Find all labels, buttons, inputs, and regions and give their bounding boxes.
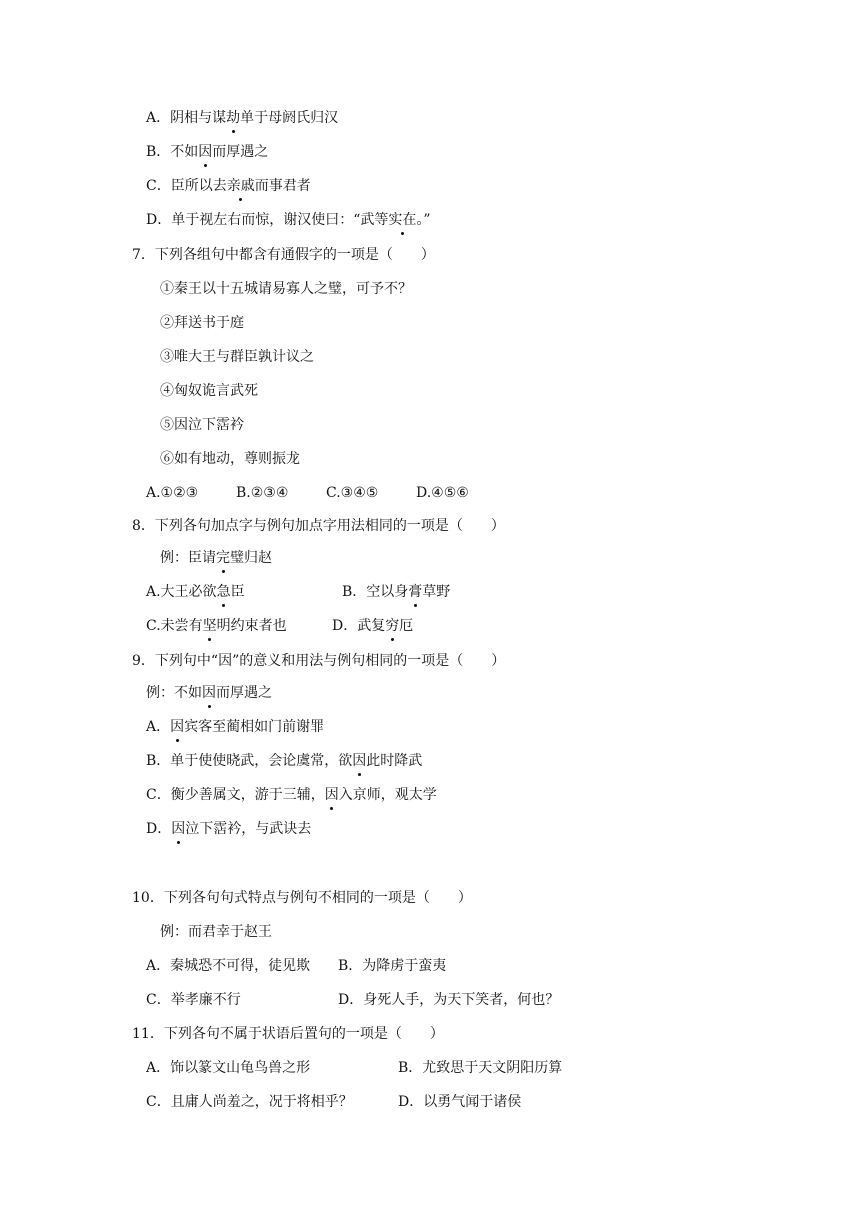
q10-option-a: A．秦城恐不可得，徒见欺 <box>146 958 311 974</box>
q6-option-b <box>146 142 268 162</box>
q9-option-c <box>146 785 437 805</box>
emphasized-char: 膏 <box>408 584 423 600</box>
q11-option-d: D．以勇气闻于诸侯 <box>398 1094 522 1110</box>
q8-option-b <box>342 582 450 602</box>
option-text: A.大王必欲 <box>146 584 217 600</box>
q10-example: 例：而君幸于赵王 <box>160 924 272 940</box>
q9-option-a <box>146 717 324 737</box>
q11-options-row-1 <box>146 1058 562 1078</box>
q9-option-b <box>146 751 422 771</box>
option-text: D． <box>146 821 172 837</box>
option-text: C．臣所以去 <box>146 178 227 194</box>
q7-option-c: C.③④⑤ <box>326 485 379 501</box>
q6-option-d <box>146 210 431 230</box>
option-text: 明约束者也 <box>216 618 287 634</box>
example-text: 例：不如 <box>146 685 202 701</box>
q9-example <box>146 683 272 703</box>
option-text: 泣下霑衿，与武诀去 <box>185 821 312 837</box>
q9-option-d <box>146 819 311 839</box>
option-text: 单于母阏氏归汉 <box>240 110 339 126</box>
option-text: C.未尝有 <box>146 618 203 634</box>
q11-stem: 11．下列各句不属于状语后置句的一项是（ ） <box>132 1026 444 1042</box>
emphasized-char: 因 <box>170 719 185 735</box>
option-text: 宾客至蔺相如门前谢罪 <box>184 719 325 735</box>
q10-option-b: B．为降虏于蛮夷 <box>338 958 447 974</box>
emphasized-char: 完 <box>216 550 230 566</box>
q7-option-a: A.①②③ <box>146 485 199 501</box>
q7-item-5: ⑤因泣下霑衿 <box>160 417 244 433</box>
option-text: 而事君者 <box>254 178 311 194</box>
q8-options-row-2 <box>146 616 413 636</box>
emphasized-char: 因 <box>352 753 367 769</box>
option-text: 臣 <box>230 584 245 600</box>
q10-options-row-2 <box>146 990 559 1010</box>
emphasized-char: 因 <box>171 821 186 837</box>
emphasized-char: 亲戚 <box>226 178 255 194</box>
q10-stem: 10．下列各句句式特点与例句不相同的一项是（ ） <box>132 890 472 906</box>
q8-option-c <box>146 616 332 636</box>
q6-option-c <box>146 176 311 196</box>
option-text: A． <box>146 719 171 735</box>
q7-options <box>146 483 469 503</box>
example-text: 例：臣请 <box>160 550 216 566</box>
option-text: 厄 <box>399 618 414 634</box>
emphasized-char: 穷 <box>385 618 400 634</box>
q10-options-row-1 <box>146 956 446 976</box>
q7-item-3: ③唯大王与群臣孰计议之 <box>160 349 314 365</box>
emphasized-char: 急 <box>216 584 231 600</box>
option-text: D．武复 <box>332 618 386 634</box>
q7-item-4: ④匈奴诡言武死 <box>160 383 258 399</box>
q6-option-a <box>146 108 338 128</box>
q7-option-d: D.④⑤⑥ <box>416 485 469 501</box>
option-text: A．阴相与谋 <box>146 110 227 126</box>
q10-option-d: D．身死人手，为天下笑者，何也？ <box>338 992 560 1008</box>
q8-option-d <box>332 616 413 636</box>
emphasized-char: 实在 <box>388 212 417 228</box>
example-text: 璧归赵 <box>230 550 272 566</box>
q7-item-6: ⑥如有地动，尊则振龙 <box>160 451 300 467</box>
emphasized-char: 因 <box>198 144 213 160</box>
option-text: 草野 <box>422 584 451 600</box>
q11-option-b: B．尤致思于天文阴阳历算 <box>398 1060 563 1076</box>
option-text: D．单于视左右而惊，谢汉使曰：“武等 <box>146 212 389 228</box>
emphasized-char: 因 <box>202 685 216 701</box>
q9-stem: 9．下列句中“因”的意义和用法与例句相同的一项是（ ） <box>132 653 506 669</box>
option-text: 而厚遇之 <box>212 144 269 160</box>
option-text: B．不如 <box>146 144 199 160</box>
q8-stem: 8．下列各句加点字与例句加点字用法相同的一项是（ ） <box>132 518 505 534</box>
q7-item-2: ②拜送书于庭 <box>160 315 244 331</box>
q8-example <box>160 548 272 568</box>
q7-stem: 7．下列各组句中都含有通假字的一项是（ ） <box>132 247 435 263</box>
option-text: 入京师，观太学 <box>338 787 437 803</box>
option-text: B．单于使使晓武，会论虞常，欲 <box>146 753 353 769</box>
option-text: 。” <box>416 212 431 228</box>
option-text: 此时降武 <box>366 753 423 769</box>
q11-option-c: C．且庸人尚羞之，况于将相乎？ <box>146 1094 353 1110</box>
q8-options-row-1 <box>146 582 450 602</box>
q7-item-1: ①秦王以十五城请易寡人之璧，可予不？ <box>160 281 412 297</box>
q11-option-a: A．饰以篆文山龟鸟兽之形 <box>146 1060 311 1076</box>
example-text: 而厚遇之 <box>216 685 272 701</box>
q10-option-c: C．举孝廉不行 <box>146 992 241 1008</box>
q11-options-row-2 <box>146 1092 521 1112</box>
emphasized-char: 坚 <box>202 618 217 634</box>
emphasized-char: 劫 <box>226 110 241 126</box>
emphasized-char: 因 <box>324 787 339 803</box>
option-text: C．衡少善属文，游于三辅， <box>146 787 325 803</box>
option-text: B．空以身 <box>342 584 409 600</box>
q7-option-b: B.②③④ <box>236 485 289 501</box>
q8-option-a <box>146 582 342 602</box>
